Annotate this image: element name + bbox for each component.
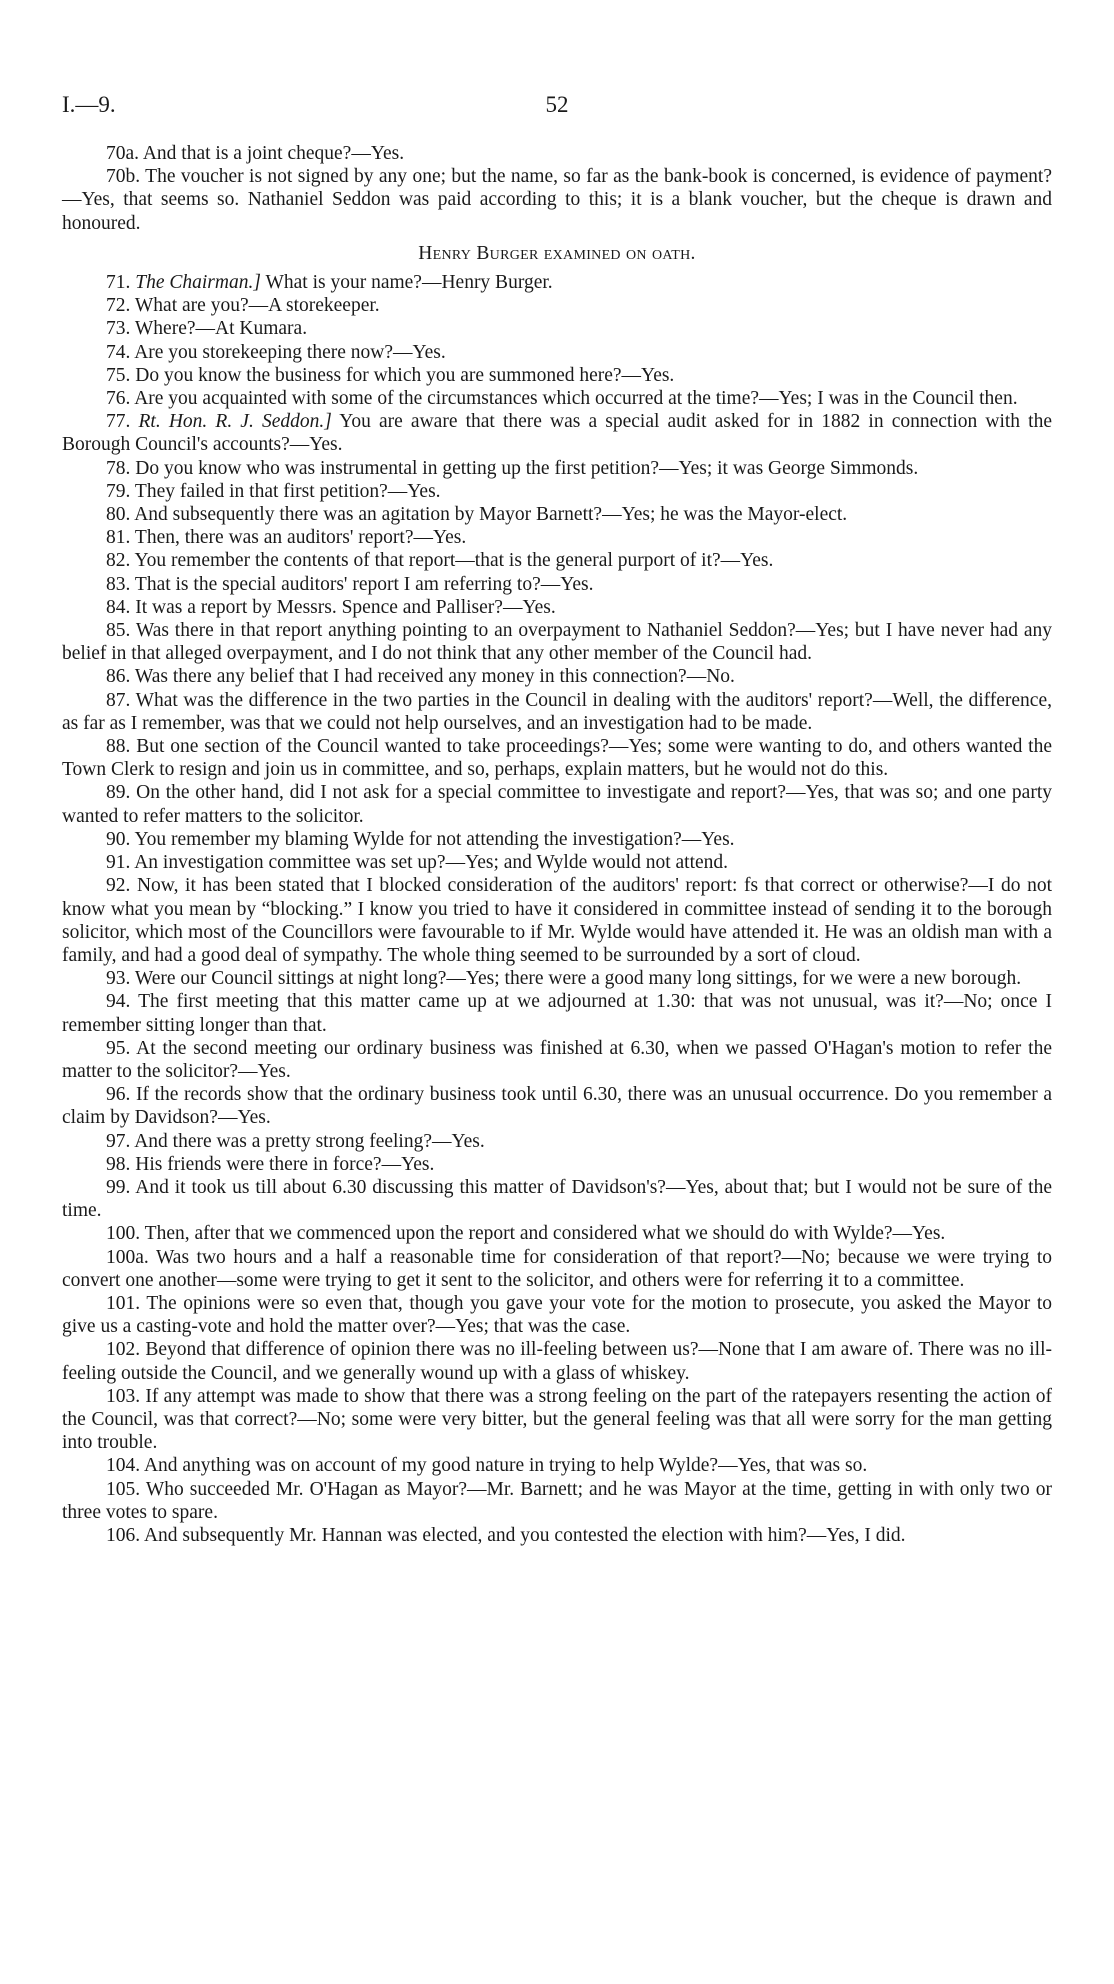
testimony-paragraph [62,1478,1052,1524]
testimony-text: Then, after that we commenced upon the report and considered what we should do with Wylde?—Yes. [144,1223,946,1245]
testimony-paragraph [62,1037,1052,1083]
testimony-text: And there was a pretty strong feeling?—Yes. [134,1130,485,1152]
testimony-paragraph [62,1246,1052,1292]
heading-text: Henry Burger examined on oath. [418,242,696,264]
testimony-text: The first meeting that this matter came up at we adjourned at 1.30: that was not unusual, was it?—No; once I remember sitting longer than that. [62,991,1052,1036]
testimony-text: You remember the contents of that report—that is the general purport of it?—Yes. [134,550,774,572]
testimony-paragraph [62,1524,1052,1547]
question-number: 102. [106,1339,141,1361]
testimony-text: What is your name?—Henry Burger. [265,272,553,294]
testimony-paragraph [62,689,1052,735]
question-number: 84. [106,596,131,618]
testimony-paragraph [62,596,1052,619]
question-number: 70a. [106,143,140,164]
testimony-text: You remember my blaming Wylde for not attending the investigation?—Yes. [134,828,735,850]
testimony-text: And subsequently there was an agitation by Mayor Barnett?—Yes; he was the Mayor-elect. [134,504,848,526]
testimony-paragraph [62,165,1052,235]
testimony-text: The opinions were so even that, though you gave your vote for the motion to prosecute, you asked the Mayor to give us a casting-vote and hold the matter over?—Yes; that was the case. [62,1292,1052,1338]
running-header [62,92,1052,122]
question-number: 94. [106,991,131,1013]
page-number: 52 [545,92,569,117]
testimony-text: The voucher is not signed by any one; but the name, so far as the bank-book is concerned, is evidence of payment?—Yes, that seems so. Nathaniel Seddon was paid according to this; it is a blank voucher, but the cheque is drawn and honoured. [62,166,1052,234]
question-number: 90. [106,828,131,850]
testimony-paragraph [62,828,1052,851]
question-number: 82. [106,550,131,572]
testimony-paragraph [62,1338,1052,1384]
testimony-paragraph [62,387,1052,410]
testimony-paragraph [62,573,1052,596]
question-number: 101. [106,1292,141,1314]
question-number: 70b. [106,166,141,188]
question-number: 99. [106,1176,131,1198]
testimony-paragraph [62,781,1052,827]
testimony-paragraph [62,480,1052,503]
question-number: 96. [106,1084,131,1106]
testimony-text: Do you know the business for which you are summoned here?—Yes. [135,364,675,386]
question-number: 100. [106,1223,141,1245]
question-number: 89. [106,782,131,804]
testimony-paragraph [62,1153,1052,1176]
question-number: 72. [106,295,131,317]
testimony-paragraph [62,364,1052,387]
question-number: 106. [106,1524,141,1546]
testimony-text: Was two hours and a half a reasonable time for consideration of that report?—No; because we were trying to convert one another—some were trying to get it sent to the solicitor, and others were for referring it to a committee. [62,1246,1052,1291]
question-number: 81. [106,527,131,549]
testimony-text: Was there in that report anything pointing to an overpayment to Nathaniel Seddon?—Yes; but I have never had any belief in that alleged overpayment, and I do not think that any other member of the Council had. [62,620,1052,665]
testimony-paragraph [62,410,1052,456]
testimony-paragraph [62,1130,1052,1153]
testimony-text: It was a report by Messrs. Spence and Palliser?—Yes. [135,596,556,618]
testimony-text: But one section of the Council wanted to take proceedings?—Yes; some were wanting to do, and others wanted the Town Clerk to resign and join us in committee, and so, perhaps, explain matters, but he would not do this. [62,736,1053,781]
question-number: 80. [106,504,131,526]
testimony-paragraph [62,142,1052,165]
speaker-label: The Chairman.] [135,272,261,294]
testimony-body [62,142,1052,1547]
question-number: 74. [106,341,131,363]
testimony-text: On the other hand, did I not ask for a special committee to investigate and report?—Yes, that was so; and one party wanted to refer matters to the solicitor. [62,782,1052,827]
testimony-paragraph [62,526,1052,549]
speaker-label: Rt. Hon. R. J. Seddon.] [138,411,332,433]
testimony-text: At the second meeting our ordinary business was finished at 6.30, when we passed O'Hagan's motion to refer the matter to the solicitor?—Yes. [62,1037,1052,1082]
testimony-paragraph [62,1292,1052,1338]
question-number: 75. [106,364,131,386]
testimony-text: Who succeeded Mr. O'Hagan as Mayor?—Mr. Barnett; and he was Mayor at the time, getting in with only two or three votes to spare. [62,1478,1052,1523]
question-number: 104. [106,1455,141,1477]
testimony-paragraph [62,874,1052,967]
testimony-paragraph [62,967,1052,990]
testimony-paragraph [62,990,1052,1036]
testimony-text: They failed in that first petition?—Yes. [134,480,441,502]
testimony-text: Beyond that difference of opinion there was no ill-feeling between us?—None that I am aware of. There was no ill-feeling outside the Council, and we generally wound up with a glass of whiskey. [62,1339,1053,1384]
testimony-text: What was the difference in the two parties in the Council in dealing with the auditors' report?—Well, the difference, as far as I remember, was that we could not help ourselves, and an investigation had to be made. [62,689,1052,734]
testimony-paragraph [62,294,1052,317]
question-number: 83. [106,573,131,595]
testimony-paragraph [62,457,1052,480]
question-number: 85. [106,620,131,642]
testimony-text: And it took us till about 6.30 discussing this matter of Davidson's?—Yes, about that; but I would not be sure of the time. [62,1176,1052,1222]
question-number: 77. [106,411,131,433]
question-number: 100a. [106,1246,149,1268]
testimony-text: And that is a joint cheque?—Yes. [142,143,405,164]
witness-heading [62,242,1052,265]
question-number: 92. [106,875,131,897]
question-number: 98. [106,1153,131,1175]
testimony-text: Are you acquainted with some of the circumstances which occurred at the time?—Yes; I was in the Council then. [134,388,1018,410]
testimony-text: If any attempt was made to show that there was a strong feeling on the part of the ratepayers resenting the action of the Council, was that correct?—No; some were very bitter, but the general feeling was that all were sorry for the man getting into trouble. [62,1385,1053,1454]
testimony-paragraph [62,665,1052,688]
question-number: 97. [106,1130,131,1152]
testimony-paragraph [62,1454,1052,1477]
question-number: 93. [106,968,131,990]
question-number: 105. [106,1478,141,1500]
testimony-paragraph [62,619,1052,665]
document-reference: I.—9. [62,92,116,117]
question-number: 86. [106,666,131,688]
question-number: 71. [106,272,131,294]
testimony-text: If the records show that the ordinary business took until 6.30, there was an unusual occurrence. Do you remember a claim by Davidson?—Yes. [62,1084,1052,1129]
testimony-paragraph [62,549,1052,572]
testimony-text: Where?—At Kumara. [134,318,308,340]
question-number: 79. [106,480,131,502]
testimony-text: And subsequently Mr. Hannan was elected, and you contested the election with him?—Yes, I did. [143,1524,906,1546]
testimony-paragraph [62,341,1052,364]
testimony-text: And anything was on account of my good nature in trying to help Wylde?—Yes, that was so. [143,1455,868,1477]
question-number: 73. [106,318,131,340]
question-number: 78. [106,457,131,479]
testimony-paragraph [62,503,1052,526]
question-number: 95. [106,1037,131,1059]
testimony-text: You are aware that there was a special audit asked for in 1882 in connection with the Borough Council's accounts?—Yes. [62,411,1053,456]
testimony-text: Are you storekeeping there now?—Yes. [134,341,446,363]
question-number: 87. [106,689,131,711]
testimony-paragraph [62,1176,1052,1222]
testimony-paragraph [62,317,1052,340]
testimony-text: An investigation committee was set up?—Yes; and Wylde would not attend. [134,852,729,874]
testimony-text: His friends were there in force?—Yes. [135,1153,435,1175]
testimony-paragraph [62,271,1052,294]
testimony-text: Then, there was an auditors' report?—Yes. [134,527,467,549]
testimony-paragraph [62,735,1052,781]
testimony-paragraph [62,1385,1052,1455]
question-number: 88. [106,736,131,758]
question-number: 76. [106,388,131,410]
testimony-text: What are you?—A storekeeper. [134,295,380,317]
testimony-text: Now, it has been stated that I blocked consideration of the auditors' report: fs that correct or otherwise?—I do not know what you mean by “blocking.” I know you tried to have it considered in committee instead of sending it to the borough solicitor, which most of the Councillors were favourable to if Mr. Wylde would have attended it. He was an oldish man with a family, and had a good deal of sympathy. The whole thing seemed to be surrounded by a sort of cloud. [62,875,1052,966]
testimony-paragraph [62,1222,1052,1245]
testimony-text: Was there any belief that I had received any money in this connection?—No. [134,666,735,688]
testimony-paragraph [62,1083,1052,1129]
testimony-text: Do you know who was instrumental in getting up the first petition?—Yes; it was George Simmonds. [135,457,919,479]
question-number: 103. [106,1385,141,1407]
testimony-text: Were our Council sittings at night long?—Yes; there were a good many long sittings, for we were a new borough. [134,968,1022,990]
testimony-text: That is the special auditors' report I am referring to?—Yes. [134,573,594,595]
question-number: 91. [106,852,131,874]
testimony-paragraph [62,851,1052,874]
